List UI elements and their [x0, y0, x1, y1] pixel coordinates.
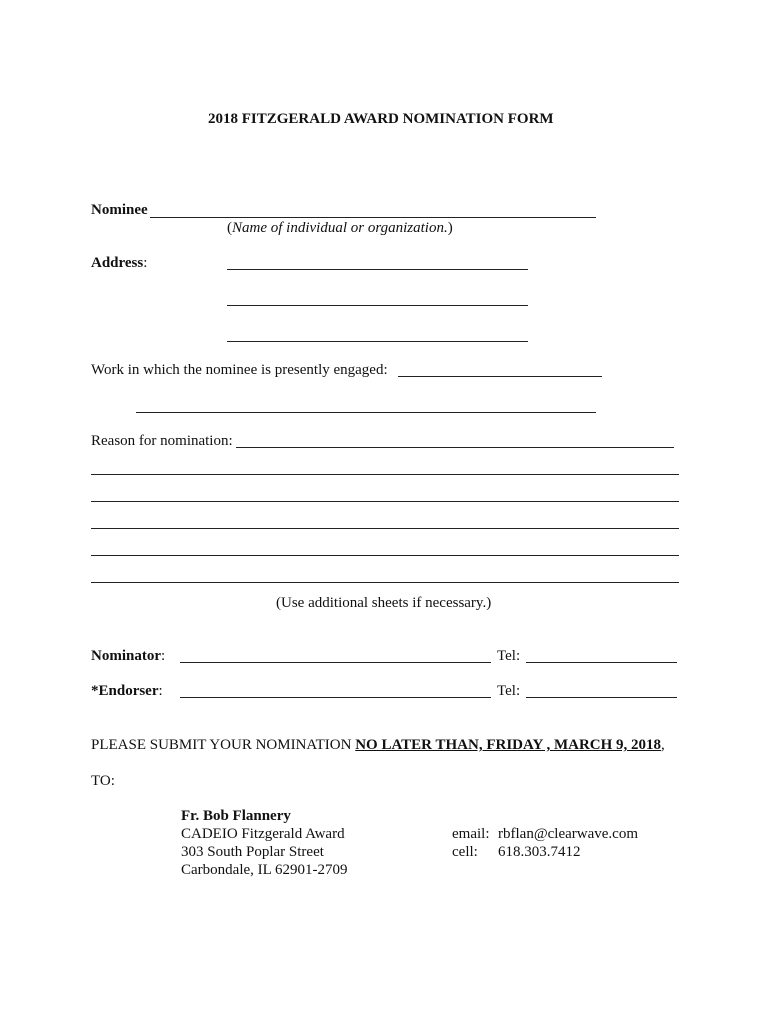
reason-note: (Use additional sheets if necessary.) [276, 595, 492, 611]
submit-instruction: PLEASE SUBMIT YOUR NOMINATION NO LATER THAN, FRIDAY , MARCH 9, 2018, [91, 737, 665, 753]
reason-line-6[interactable] [91, 582, 679, 583]
endorser-field-line[interactable] [180, 697, 491, 698]
deadline-text: NO LATER THAN, FRIDAY , MARCH 9, 2018 [355, 737, 662, 753]
work-field-line-2[interactable] [136, 412, 596, 413]
recipient-street: 303 South Poplar Street [181, 844, 324, 860]
recipient-org: CADEIO Fitzgerald Award [181, 826, 345, 842]
reason-line-3[interactable] [91, 501, 679, 502]
endorser-label: *Endorser: [91, 683, 163, 699]
cell-label: cell: [452, 844, 478, 860]
endorser-tel-line[interactable] [526, 697, 677, 698]
nominator-tel-label: Tel: [497, 648, 521, 664]
reason-line-1[interactable] [236, 447, 674, 448]
to-label: TO: [91, 773, 115, 789]
nominee-hint: (Name of individual or organization.) [227, 220, 453, 236]
address-line-1[interactable] [227, 269, 528, 270]
nominator-tel-line[interactable] [526, 662, 677, 663]
reason-line-5[interactable] [91, 555, 679, 556]
email-value: rbflan@clearwave.com [498, 826, 638, 842]
nominator-label: Nominator: [91, 648, 166, 664]
reason-line-4[interactable] [91, 528, 679, 529]
work-field-line-1[interactable] [398, 376, 602, 377]
address-label: Address: [91, 255, 148, 271]
recipient-name: Fr. Bob Flannery [181, 808, 291, 824]
work-label: Work in which the nominee is presently engaged: [91, 362, 388, 378]
form-title: 2018 FITZGERALD AWARD NOMINATION FORM [208, 111, 554, 127]
nominee-field-line[interactable] [150, 217, 596, 218]
reason-line-2[interactable] [91, 474, 679, 475]
endorser-tel-label: Tel: [497, 683, 521, 699]
recipient-city: Carbondale, IL 62901-2709 [181, 862, 348, 878]
cell-value: 618.303.7412 [498, 844, 581, 860]
address-line-2[interactable] [227, 305, 528, 306]
reason-label: Reason for nomination: [91, 433, 233, 449]
address-line-3[interactable] [227, 341, 528, 342]
nominee-label: Nominee [91, 202, 148, 218]
nominator-field-line[interactable] [180, 662, 491, 663]
email-label: email: [452, 826, 490, 842]
